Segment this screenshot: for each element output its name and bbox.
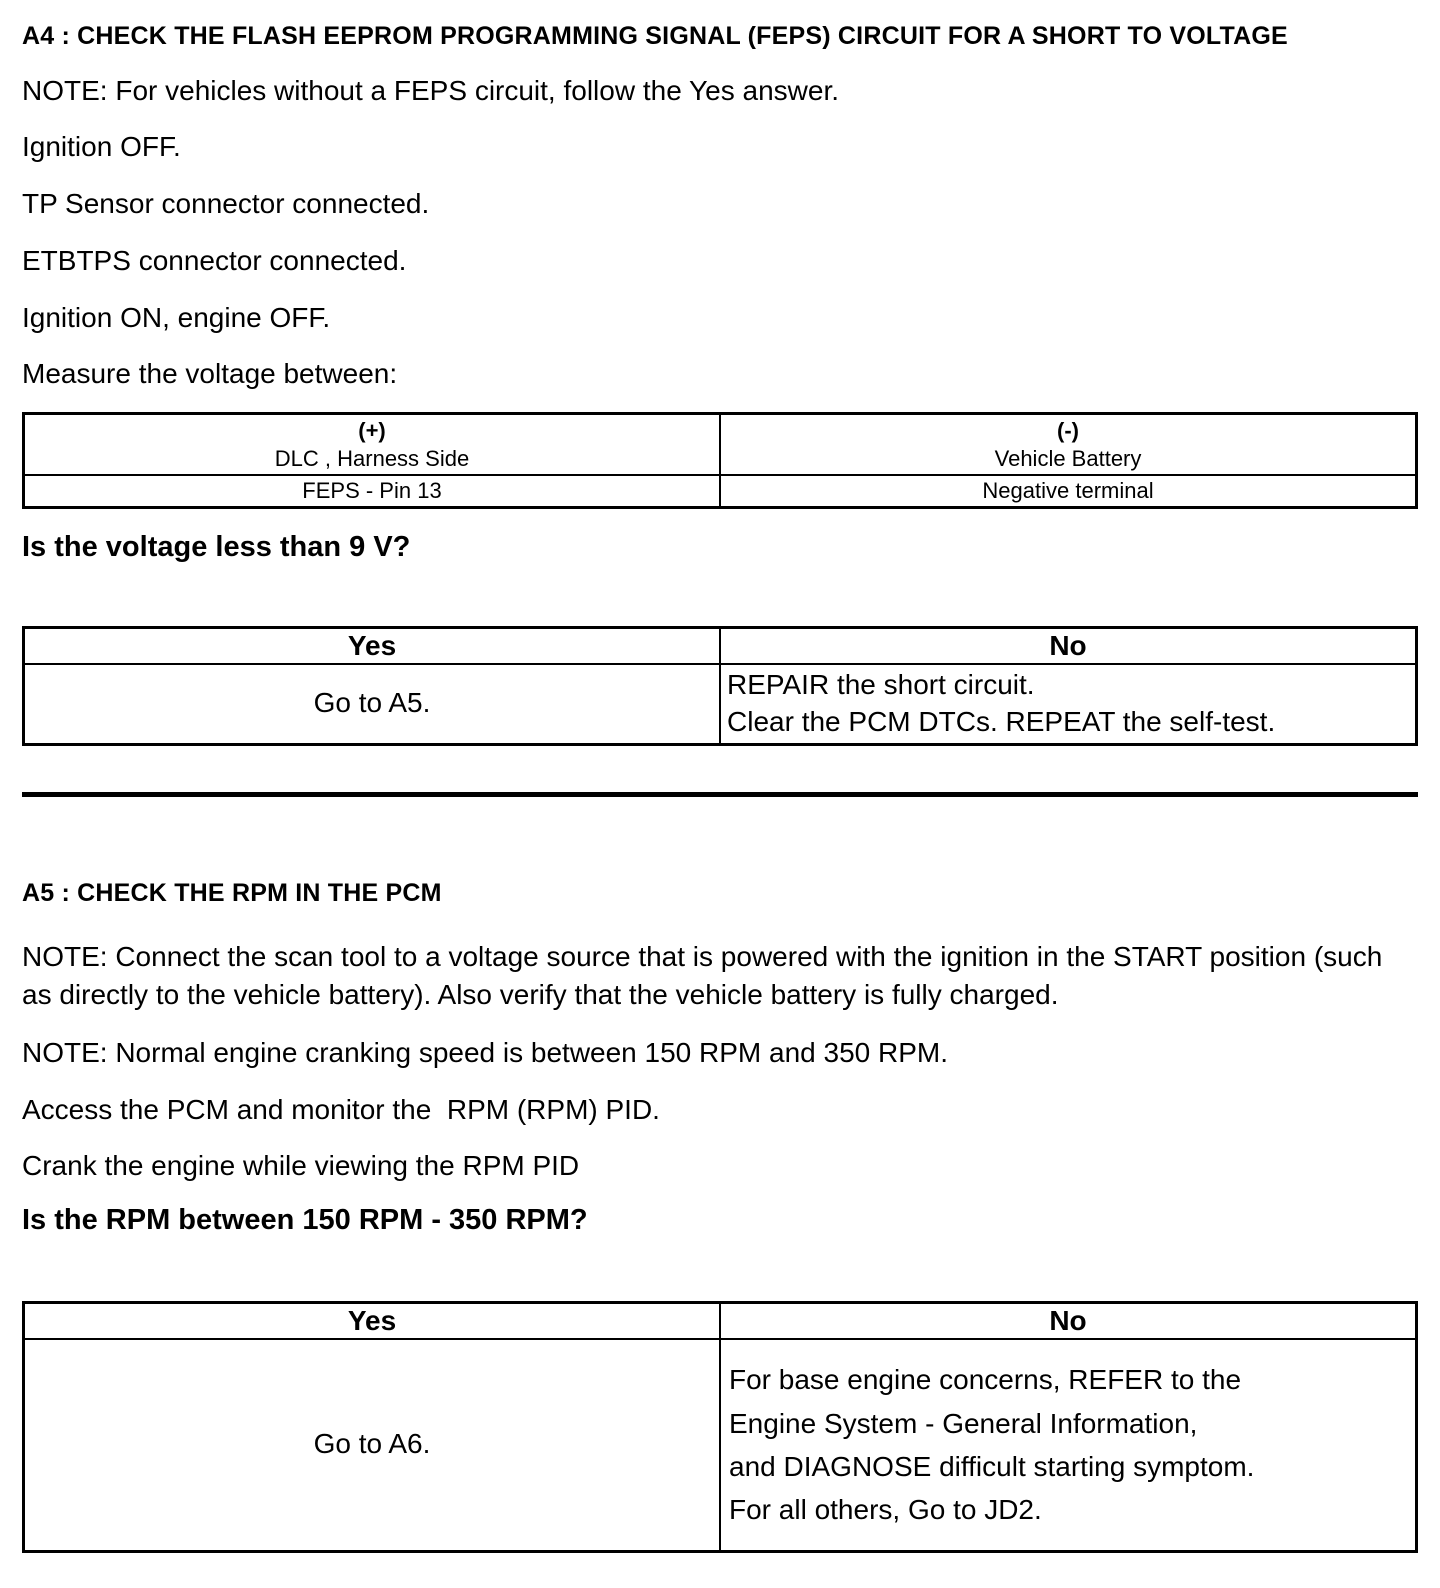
a5-result-value-row [24, 1339, 1417, 1551]
a4-step-line: ETBTPS connector connected. [22, 244, 407, 276]
a4-no-action-line: Clear the PCM DTCs. REPEAT the self-test. [727, 705, 1276, 737]
section-a5-heading: A5 : CHECK THE RPM IN THE PCM [22, 878, 442, 907]
a5-note-paragraph: NOTE: Connect the scan tool to a voltage source that is powered with the ignition in the START position (such as directly to the vehicle battery). Also verify that the vehicle battery is fully charged. [22, 941, 1391, 1010]
section-a4-heading: A4 : CHECK THE FLASH EEPROM PROGRAMMING SIGNAL (FEPS) CIRCUIT FOR A SHORT TO VOLTAGE [22, 22, 1288, 50]
a4-result-header-row [24, 627, 1417, 664]
measure-table-value-row [24, 475, 1417, 507]
a5-no-action-line: and DIAGNOSE difficult starting symptom. [729, 1450, 1255, 1482]
a4-step-line: Ignition OFF. [22, 131, 181, 163]
a5-yes-action-cell: Go to A6. [24, 1339, 721, 1551]
a4-note-line: NOTE: For vehicles without a FEPS circuit, follow the Yes answer. [22, 74, 840, 106]
a5-result-header-row [24, 1303, 1417, 1340]
section-divider-rule [22, 792, 1418, 797]
a4-question: Is the voltage less than 9 V? [22, 530, 411, 563]
measure-table-negative-header-cell [720, 414, 1417, 476]
a5-yes-header-cell: Yes [24, 1303, 721, 1340]
negative-symbol: (-) [1057, 418, 1079, 444]
a5-result-table [22, 1301, 1418, 1553]
a5-no-action-cell [720, 1339, 1417, 1551]
a5-note-line: NOTE: Normal engine cranking speed is between 150 RPM and 350 RPM. [22, 1036, 949, 1068]
a4-no-action-line: REPAIR the short circuit. [727, 668, 1035, 700]
a4-yes-header-cell: Yes [24, 627, 721, 664]
a5-step-line: Access the PCM and monitor the RPM (RPM) PID. [22, 1093, 660, 1125]
a4-result-value-row [24, 664, 1417, 744]
a4-step-line: Ignition ON, engine OFF. [22, 301, 331, 333]
a4-step-line: Measure the voltage between: [22, 358, 398, 390]
a4-no-header-cell: No [720, 627, 1417, 664]
a5-question: Is the RPM between 150 RPM - 350 RPM? [22, 1204, 588, 1237]
positive-symbol: (+) [358, 418, 386, 444]
measure-table-positive-header-cell [24, 414, 721, 476]
measure-table-negative-value-cell: Negative terminal [720, 475, 1417, 507]
a4-measure-table [22, 412, 1418, 509]
a5-no-header-cell: No [720, 1303, 1417, 1340]
measure-table-header-row [24, 414, 1417, 476]
measure-table-positive-value-cell: FEPS - Pin 13 [24, 475, 721, 507]
a4-step-line: TP Sensor connector connected. [22, 188, 430, 220]
a5-no-action-line: For base engine concerns, REFER to the [729, 1364, 1242, 1396]
a5-no-action-line: Engine System - General Information, [729, 1407, 1198, 1439]
a4-no-action-cell [720, 664, 1417, 744]
negative-header-label: Vehicle Battery [994, 445, 1142, 471]
a5-no-action-line: For all others, Go to JD2. [729, 1494, 1042, 1526]
a4-yes-action-cell: Go to A5. [24, 664, 721, 744]
a4-result-table [22, 626, 1418, 746]
a5-step-line: Crank the engine while viewing the RPM PID [22, 1150, 580, 1182]
positive-header-label: DLC , Harness Side [274, 445, 470, 471]
